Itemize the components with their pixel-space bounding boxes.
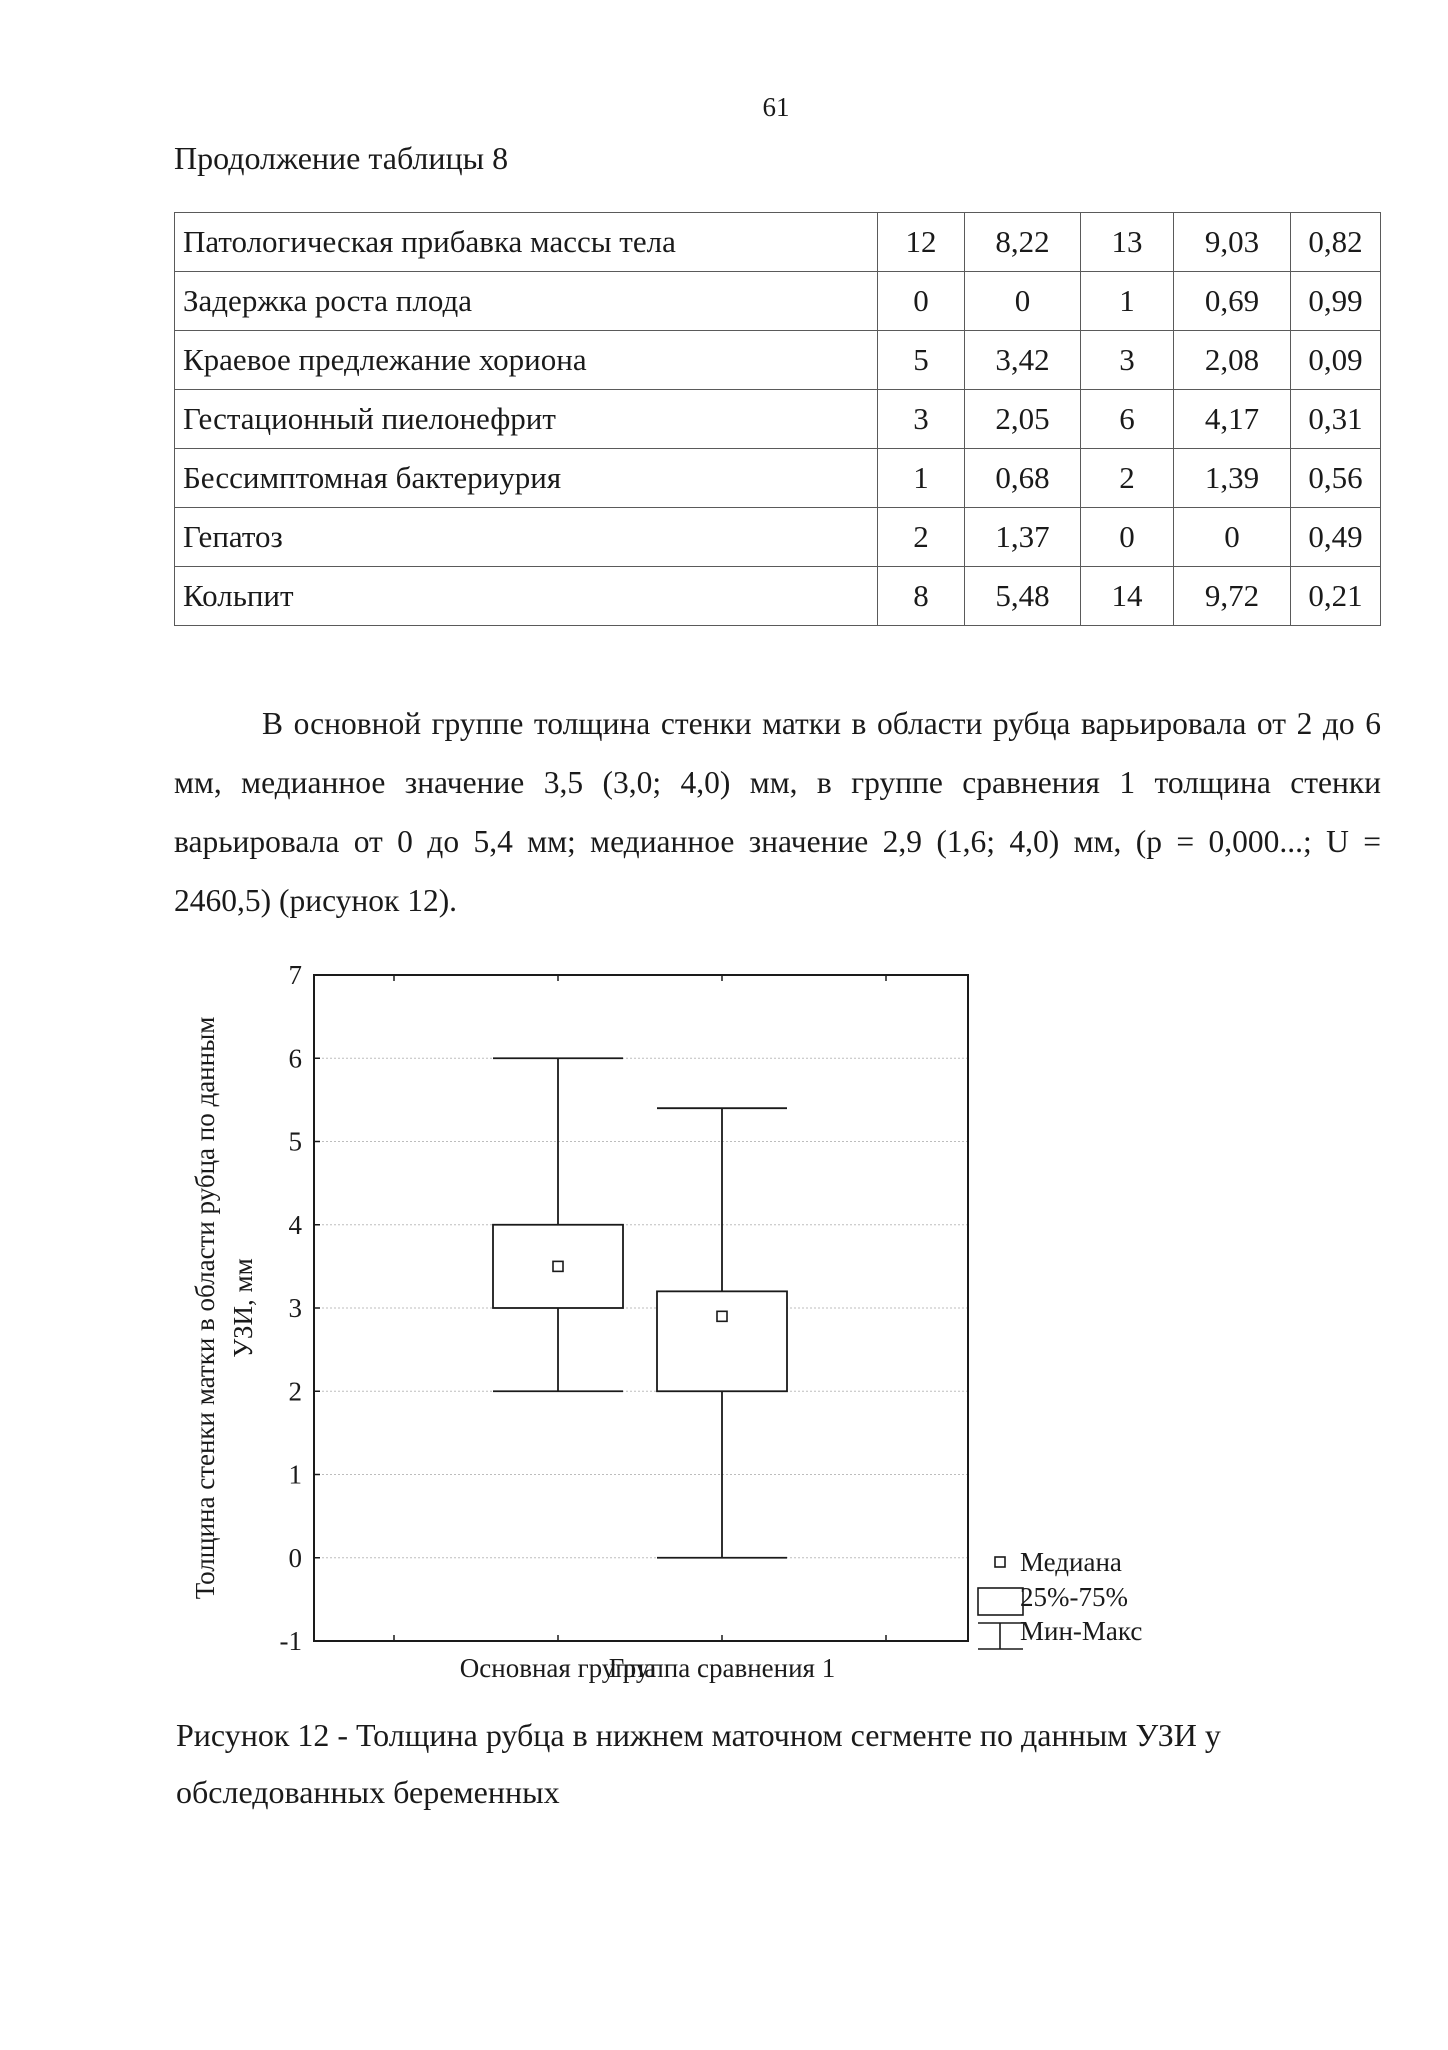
value-cell: 0,69: [1174, 272, 1291, 331]
y-tick-label: 0: [288, 1542, 302, 1573]
x-category-label: Основная группа: [459, 1653, 657, 1683]
table-row: [175, 272, 1381, 331]
value-cell: 3: [878, 390, 965, 449]
value-cell: 13: [1081, 213, 1174, 272]
table-row: [175, 390, 1381, 449]
table-continuation-label: Продолжение таблицы 8: [174, 140, 509, 176]
value-cell: 0,21: [1291, 567, 1381, 626]
legend-iqr-label: 25%-75%: [1020, 1582, 1128, 1612]
y-tick-label: -1: [279, 1626, 302, 1656]
table-row: [175, 567, 1381, 626]
value-cell: 1: [878, 449, 965, 508]
row-label-cell: Патологическая прибавка массы тела: [175, 213, 878, 272]
row-label-cell: Задержка роста плода: [175, 272, 878, 331]
y-axis-title-line2: УЗИ, мм: [228, 1258, 258, 1358]
row-label-cell: Бессимптомная бактериурия: [175, 449, 878, 508]
median-marker: [553, 1261, 563, 1271]
body-paragraph: В основной группе толщина стенки матки в области рубца варьировала от 2 до 6 мм, медианное значение 3,5 (3,0; 4,0) мм, в группе сравнения 1 толщина стенки варьировала от 0 до 5,4 мм; медианное значение 2,9 (1,6; 4,0) мм, (p = 0,000...; U = 2460,5) (рисунок 12).: [174, 706, 1381, 918]
value-cell: 8: [878, 567, 965, 626]
value-cell: 0: [965, 272, 1081, 331]
value-cell: 9,03: [1174, 213, 1291, 272]
value-cell: 0,56: [1291, 449, 1381, 508]
value-cell: 2,08: [1174, 331, 1291, 390]
y-tick-label: 2: [288, 1376, 302, 1407]
value-cell: 2: [878, 508, 965, 567]
value-cell: 2,05: [965, 390, 1081, 449]
value-cell: 8,22: [965, 213, 1081, 272]
x-category-label: Группа сравнения 1: [608, 1653, 836, 1683]
row-label-cell: Гестационный пиелонефрит: [175, 390, 878, 449]
value-cell: 0,99: [1291, 272, 1381, 331]
table-row: [175, 213, 1381, 272]
value-cell: 3,42: [965, 331, 1081, 390]
table-row: [175, 508, 1381, 567]
y-tick-label: 4: [288, 1209, 302, 1240]
row-label-cell: Краевое предлежание хориона: [175, 331, 878, 390]
value-cell: 0: [878, 272, 965, 331]
plot-frame: [314, 975, 968, 1641]
legend-minmax-label: Мин-Макс: [1020, 1616, 1143, 1646]
boxplot-chart: [180, 955, 1220, 1685]
value-cell: 3: [1081, 331, 1174, 390]
value-cell: 0: [1081, 508, 1174, 567]
value-cell: 0,82: [1291, 213, 1381, 272]
value-cell: 5,48: [965, 567, 1081, 626]
y-tick-label: 6: [288, 1043, 302, 1074]
page-number: 61: [762, 92, 790, 122]
legend-median-label: Медиана: [1020, 1547, 1122, 1577]
y-tick-label: 5: [288, 1126, 302, 1157]
table-row: [175, 331, 1381, 390]
value-cell: 2: [1081, 449, 1174, 508]
value-cell: 6: [1081, 390, 1174, 449]
figure-caption: Рисунок 12 - Толщина рубца в нижнем маточном сегменте по данным УЗИ у обследованных беременных: [176, 1717, 1221, 1810]
y-axis-title: Толщина стенки матки в области рубца по данным: [190, 1016, 220, 1600]
value-cell: 12: [878, 213, 965, 272]
legend-median-symbol: [995, 1557, 1005, 1567]
data-table: [174, 212, 1381, 626]
y-tick-label: 7: [288, 960, 302, 990]
iqr-box: [657, 1291, 787, 1391]
value-cell: 1: [1081, 272, 1174, 331]
y-tick-label: 1: [288, 1459, 302, 1490]
median-marker: [717, 1311, 727, 1321]
value-cell: 0: [1174, 508, 1291, 567]
value-cell: 0,68: [965, 449, 1081, 508]
value-cell: 1,37: [965, 508, 1081, 567]
row-label-cell: Кольпит: [175, 567, 878, 626]
value-cell: 4,17: [1174, 390, 1291, 449]
y-tick-label: 3: [288, 1293, 302, 1323]
value-cell: 9,72: [1174, 567, 1291, 626]
value-cell: 0,49: [1291, 508, 1381, 567]
row-label-cell: Гепатоз: [175, 508, 878, 567]
value-cell: 1,39: [1174, 449, 1291, 508]
table-row: [175, 449, 1381, 508]
value-cell: 5: [878, 331, 965, 390]
legend-iqr-symbol: [978, 1588, 1023, 1615]
value-cell: 0,09: [1291, 331, 1381, 390]
value-cell: 0,31: [1291, 390, 1381, 449]
value-cell: 14: [1081, 567, 1174, 626]
